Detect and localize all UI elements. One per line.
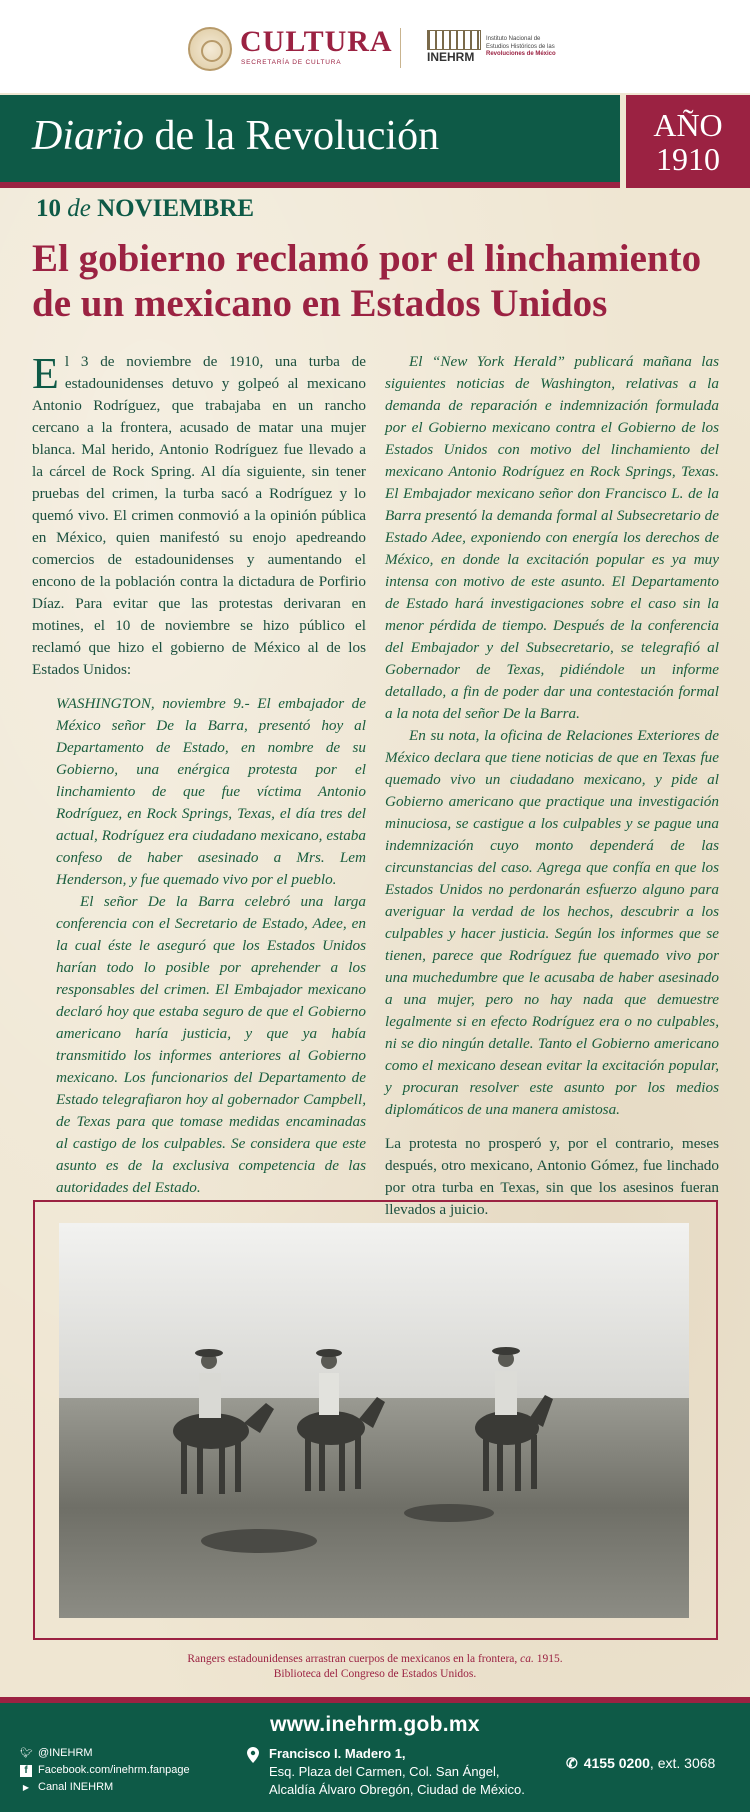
address-line: Francisco I. Madero 1,	[269, 1746, 406, 1761]
inehrm-wordmark: INEHRM	[427, 50, 475, 64]
rangers-photo-illustration	[59, 1223, 689, 1618]
article-date	[36, 195, 254, 223]
youtube-link[interactable]	[20, 1779, 190, 1796]
quote-paragraph: El “New York Herald” publicará mañana las siguientes noticias de Washington, relativas a la demanda de reparación e indemnización formulada por el Gobierno mexicano contra el Gobierno de los Estados Unidos con motivo del linchamiento del mexicano Antonio Rodríguez en Rock Springs, Texas. El Embajador mexicano señor don Francisco L. de la Barra presentó la demanda formal al Subsecretario de Estado Adee, exponiendo con energía los derechos de México, en donde la excitación popular es ya muy intensa con motivo de este asunto. El Departamento de Estado hará investigaciones sobre el caso sin la menor pérdida de tiempo. Después de la conferencia del Embajador y del Subsecretario, se telegrafió al Gobernador de Texas, pidiéndole un informe detallado, a fin de poder dar una contestación formal a la nota del señor De la Barra.	[385, 353, 719, 722]
banner-stripe	[0, 182, 620, 188]
caption-circa: ca.	[520, 1653, 534, 1665]
quote-paragraph: WASHINGTON, noviembre 9.- El embajador de México señor De la Barra, presentó hoy al Departamento de Estado, en nombre de su Gobierno, una enérgica protesta por el linchamiento de que fue víctima Antonio Rodríguez, en Rock Springs, Texas, el día tres del actual, Rodríguez era ciudadano mexicano, estaba confeso de haber asesinado a Mrs. Lem Henderson, y fue quemado vivo por el pueblo.	[56, 695, 366, 888]
inehrm-logo[interactable]	[427, 30, 567, 66]
phone-ext: , ext. 3068	[649, 1755, 716, 1771]
inehrm-desc-line: Revoluciones de México	[486, 51, 556, 57]
drop-cap: E	[32, 349, 59, 398]
caption-year: 1915.	[533, 1653, 563, 1665]
inehrm-desc-line: Instituto Nacional de	[486, 36, 541, 42]
intro-text: l 3 de noviembre de 1910, una turba de estadounidenses detuvo y golpeó al mexicano Antonio Rodríguez, que trabajaba en un rancho cercano a la frontera, acusado de matar una mujer blanca. Mal herido, Antonio Rodríguez fue llevado a la cárcel de Rock Spring. Al día siguiente, sin tener pruebas del crimen, la turba sacó a Rodríguez y lo quemó vivo. El crimen conmovió a la opinión pública en México, quien manifestó su enojo apedreando comercios de estadounidenses y aumentando el encono de la población contra la dictadura de Porfirio Díaz. Para evitar que las protestas derivaran en motines, el 10 de noviembre se hizo público el reclamó que hizo el gobierno de México al de los Estados Unidos:	[32, 353, 366, 678]
year-label: AÑO	[653, 107, 723, 143]
phone-main: 4155 0200	[583, 1755, 650, 1771]
facebook-icon: f	[20, 1765, 32, 1777]
publication-title-italic: Diario	[32, 113, 145, 159]
intro-paragraph	[32, 351, 366, 681]
header-divider	[400, 28, 401, 68]
address-block	[247, 1745, 525, 1799]
twitter-link[interactable]	[20, 1745, 190, 1762]
phone-number[interactable]	[566, 1755, 715, 1772]
phone-icon: ✆	[566, 1755, 578, 1771]
quote-block	[56, 693, 366, 1199]
date-de: de	[67, 195, 91, 222]
caption-text: Rangers estadounidenses arrastran cuerpos de mexicanos en la frontera,	[187, 1653, 521, 1665]
year-badge	[626, 95, 750, 188]
cultura-wordmark: CULTURA	[240, 25, 393, 58]
date-day: 10	[36, 195, 61, 222]
address-text	[269, 1745, 525, 1799]
location-pin-icon	[247, 1747, 259, 1763]
building-icon	[427, 30, 481, 50]
year-value: 1910	[656, 141, 720, 177]
inehrm-description	[486, 36, 576, 59]
date-month: NOVIEMBRE	[97, 195, 255, 222]
article-column-left	[32, 351, 366, 1199]
quote-continuation	[385, 351, 719, 1121]
youtube-channel: Canal INEHRM	[38, 1781, 114, 1793]
quote-paragraph: El señor De la Barra celebró una larga conferencia con el Secretario de Estado, Adee, en la cual éste le aseguró que los Estados Unidos harían todo lo posible por aprehender a los responsables del crimen. El Embajador mexicano declaró hoy que estaba seguro de que el Gobierno americano haría justicia, y que ya había transmitido los informes anteriores al Gobierno mexicano. Los funcionarios del Departamento de Estado telegrafiaron hoy al gobernador Campbell, de Texas para que tomase medidas encaminadas al castigo de los culpables. Se considera que este asunto es de la exclusiva competencia de las autoridades del Estado.	[56, 893, 366, 1196]
social-links	[20, 1745, 190, 1796]
article-column-right	[385, 351, 719, 1221]
caption-line-1	[0, 1652, 750, 1667]
top-header	[0, 0, 750, 93]
closing-paragraph: La protesta no prosperó y, por el contrario, meses después, otro mexicano, Antonio Gómez, fue linchado por otra turba en Texas, sin que los asesinos fueran llevados a juicio.	[385, 1135, 719, 1218]
headline: El gobierno reclamó por el linchamiento de un mexicano en Estados Unidos	[32, 237, 702, 325]
address-line: Esq. Plaza del Carmen, Col. San Ángel,	[269, 1764, 500, 1779]
facebook-link[interactable]	[20, 1762, 190, 1779]
cultura-subtitle: SECRETARÍA DE CULTURA	[241, 59, 342, 66]
historical-photo	[59, 1223, 689, 1618]
footer	[0, 1703, 750, 1812]
address-line: Alcaldía Álvaro Obregón, Ciudad de México.	[269, 1782, 525, 1797]
photo-caption	[0, 1652, 750, 1682]
facebook-url: Facebook.com/inehrm.fanpage	[38, 1764, 190, 1776]
caption-line-2: Biblioteca del Congreso de Estados Unidos.	[273, 1668, 477, 1680]
website-link[interactable]: www.inehrm.gob.mx	[270, 1713, 480, 1736]
eagle-seal-icon	[188, 27, 232, 71]
cultura-logo[interactable]	[188, 25, 393, 73]
youtube-icon: ▶	[22, 1782, 30, 1792]
quote-paragraph: En su nota, la oficina de Relaciones Exteriores de México declara que tiene noticias de que en Texas fue quemado vivo un ciudadano mexicano, y pide al Gobierno americano que practique una investigación minuciosa, se castigue a los culpables y se pague una indemnización cuyo monto dependerá de las circunstancias del caso. Agrega que confía en que los Estados Unidos no perdonarán esfuerzo alguno para averiguar la verdad de los hechos, descubrir a los culpables y hacer justicia. Según los informes que se tienen, parece que Rodríguez fue quemado vivo por una muchedumbre que le acusaba de haber asesinado a una mujer, pero no hay nada que demuestre legalmente si en efecto Rodríguez era o no culpables, ni se dio ningún detalle. Tanto el Gobierno americano como el mexicano desean evitar la excitación popular, y procuran resolver este asunto por los medios diplomáticos de una manera amistosa.	[385, 727, 719, 1118]
publication-title	[32, 112, 439, 160]
twitter-handle: @INEHRM	[38, 1747, 93, 1759]
publication-title-rest: de la Revolución	[144, 113, 440, 159]
inehrm-desc-line: Estudios Históricos de las	[486, 43, 555, 50]
twitter-icon: 🐦︎	[20, 1747, 33, 1759]
